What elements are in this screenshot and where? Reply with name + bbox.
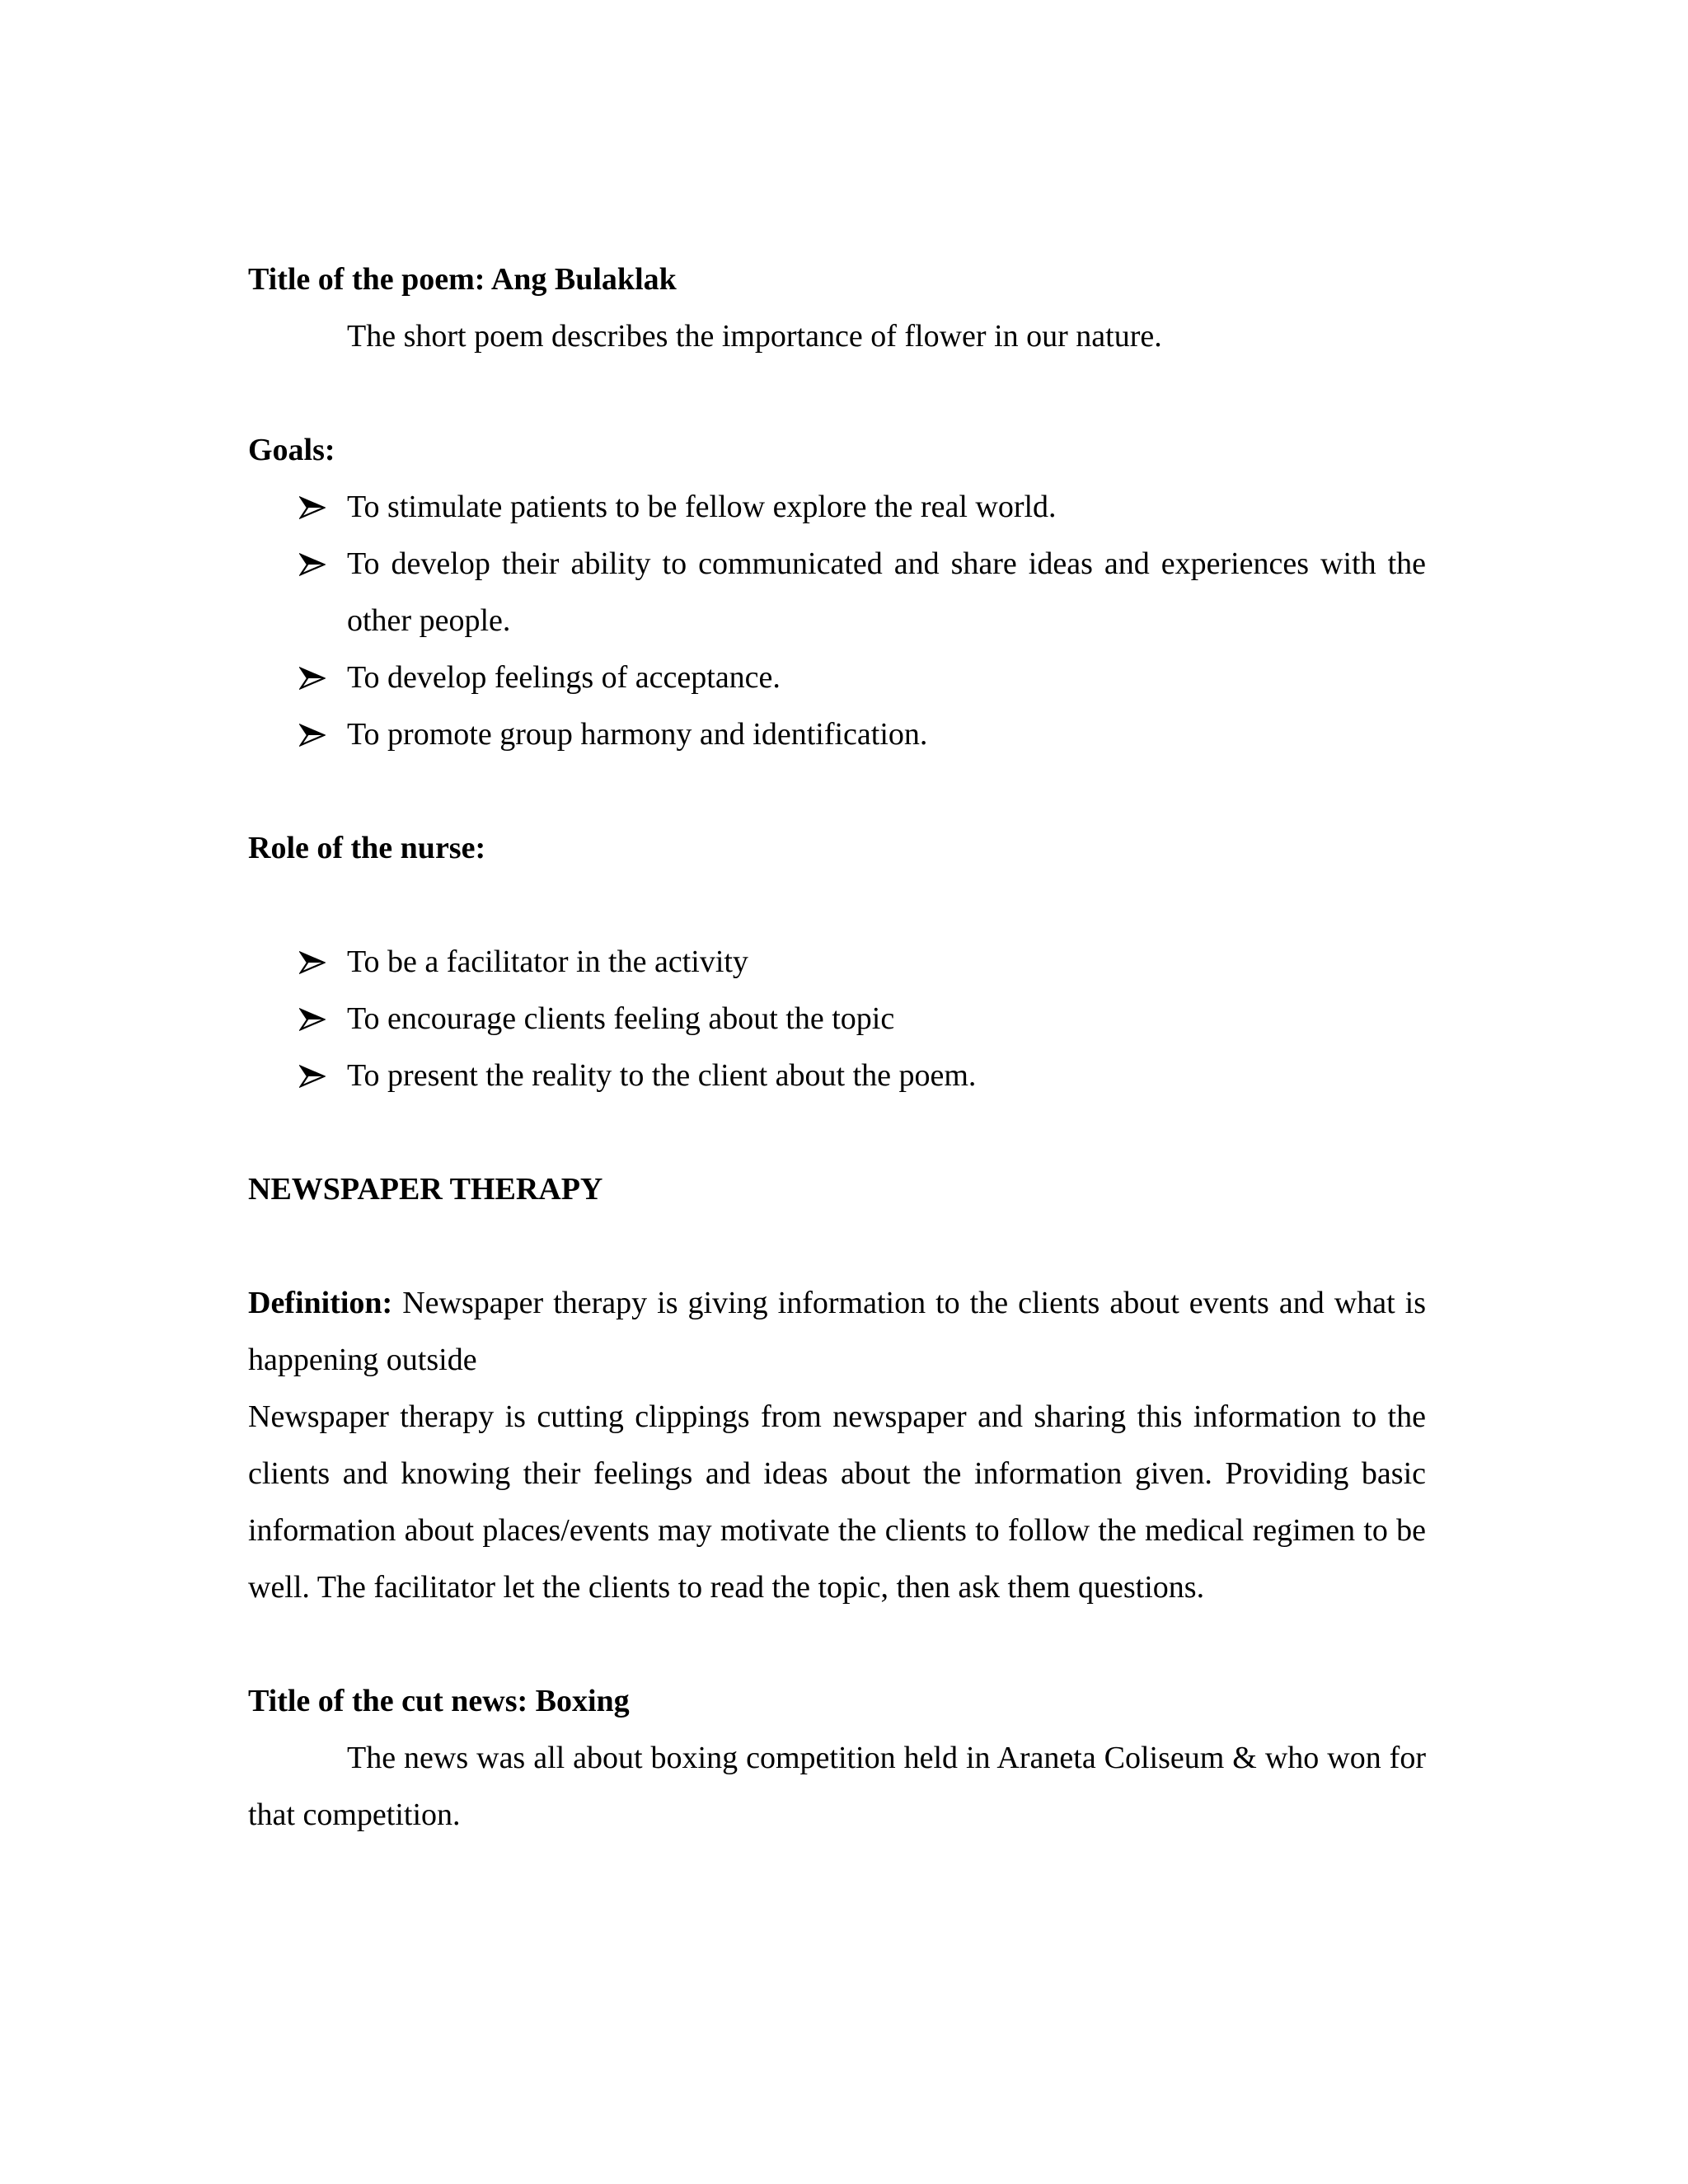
spacer: [248, 877, 1426, 934]
role-text: To present the reality to the client about the poem.: [347, 1058, 977, 1093]
list-item: [248, 1047, 1426, 1104]
goal-text: To develop their ability to communicated and share ideas and experiences with the other people.: [347, 546, 1426, 638]
arrowhead-bullet-icon: [298, 649, 327, 706]
definition-paragraph: [248, 1275, 1426, 1389]
arrowhead-bullet-icon: [298, 479, 327, 536]
list-item: [248, 706, 1426, 763]
newspaper-therapy-heading: NEWSPAPER THERAPY: [248, 1172, 603, 1207]
definition-label: Definition:: [248, 1286, 393, 1320]
spacer: [248, 1218, 1426, 1275]
cut-news-description: The news was all about boxing competition held in Araneta Coliseum & who won for that competition.: [248, 1741, 1426, 1832]
goal-text: To develop feelings of acceptance.: [347, 660, 781, 695]
arrowhead-bullet-icon: [298, 536, 327, 593]
poem-description: The short poem describes the importance of flower in our nature.: [347, 319, 1162, 354]
goal-text: To promote group harmony and identification.: [347, 717, 928, 752]
cut-news-title: Title of the cut news: Boxing: [248, 1684, 630, 1718]
list-item: [248, 479, 1426, 536]
arrowhead-bullet-icon: [298, 991, 327, 1047]
definition-text: Newspaper therapy is giving information to the clients about events and what is happening outside: [248, 1286, 1426, 1377]
nurse-role-heading: Role of the nurse:: [248, 831, 486, 865]
goal-text: To stimulate patients to be fellow explore the real world.: [347, 490, 1057, 524]
spacer: [248, 763, 1426, 820]
list-item: [248, 536, 1426, 649]
poem-title: Title of the poem: Ang Bulaklak: [248, 262, 677, 297]
list-item: [248, 934, 1426, 991]
role-text: To encourage clients feeling about the topic: [347, 1001, 895, 1036]
goals-heading: Goals:: [248, 433, 335, 467]
list-item: [248, 649, 1426, 706]
spacer: [248, 365, 1426, 422]
arrowhead-bullet-icon: [298, 934, 327, 991]
arrowhead-bullet-icon: [298, 706, 327, 763]
goals-list: [248, 479, 1426, 763]
list-item: [248, 991, 1426, 1047]
spacer: [248, 1616, 1426, 1673]
spacer: [248, 1104, 1426, 1161]
role-text: To be a facilitator in the activity: [347, 944, 748, 979]
nurse-role-list: [248, 934, 1426, 1104]
arrowhead-bullet-icon: [298, 1047, 327, 1104]
newspaper-therapy-paragraph: Newspaper therapy is cutting clippings from newspaper and sharing this information to the clients and knowing their feelings and ideas about the information given. Providing basic information about places/events may motivate the clients to follow the medical regimen to be well. The facilitator let the clients to read the topic, then ask them questions.: [248, 1399, 1426, 1605]
